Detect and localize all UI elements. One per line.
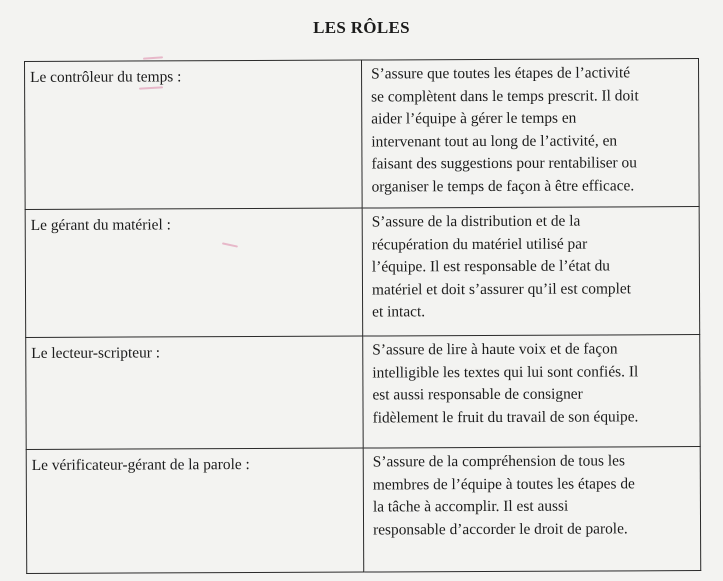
roles-table — [24, 58, 701, 574]
pink-ink-mark — [143, 56, 163, 59]
table-row — [26, 447, 701, 574]
description-line: intelligible les textes qui lui sont confiés. Il — [372, 362, 639, 381]
description-line: faisant des suggestions pour rentabiliser ou — [371, 154, 637, 173]
description-line: S’assure que toutes les étapes de l’activité — [371, 64, 631, 83]
page-title: LES RÔLES — [313, 18, 410, 37]
role-name-cell — [25, 60, 363, 209]
role-name: Le gérant du matériel : — [30, 216, 171, 234]
role-description-cell — [363, 335, 700, 448]
table-row — [25, 207, 700, 338]
role-name: Le contrôleur du temps : — [30, 68, 182, 86]
description-line: S’assure de lire à haute voix et de façon — [372, 340, 618, 359]
role-name: Le vérificateur-gérant de la parole : — [31, 456, 250, 474]
role-description-cell — [361, 59, 699, 208]
description-line: matériel et doit s’assurer qu’il est complet — [371, 279, 632, 298]
role-description-cell — [363, 447, 701, 572]
table-row — [26, 335, 700, 450]
description-line: intervenant tout au long de l’activité, en — [371, 131, 618, 150]
description-line: fidèlement le fruit du travail de son équipe. — [372, 407, 639, 426]
description-line: récupération du matériel utilisé par — [371, 235, 588, 253]
description-line: se complètent dans le temps prescrit. Il doit — [371, 86, 639, 105]
description-line: organiser le temps de façon à être efficace. — [371, 176, 635, 195]
role-name-cell — [26, 448, 364, 573]
description-line: S’assure de la distribution et de la — [371, 212, 581, 231]
description-line: membres de l’équipe à toutes les étapes de — [372, 474, 635, 493]
role-name-cell — [26, 336, 363, 449]
description-line: S’assure de la compréhension de tous les — [372, 452, 625, 471]
description-line: aider l’équipe à gérer le temps en — [371, 109, 577, 128]
role-name: Le lecteur-scripteur : — [31, 344, 161, 362]
description-line: la tâche à accomplir. Il est aussi — [372, 497, 569, 516]
role-name-cell — [25, 208, 363, 337]
description-line: l’équipe. Il est responsable de l’état du — [371, 257, 610, 276]
table-row — [25, 59, 700, 210]
description-line: responsable d’accorder le droit de parole. — [373, 519, 628, 538]
description-line: et intact. — [372, 303, 426, 321]
role-description-cell — [362, 207, 700, 336]
description-line: est aussi responsable de consigner — [372, 385, 583, 404]
